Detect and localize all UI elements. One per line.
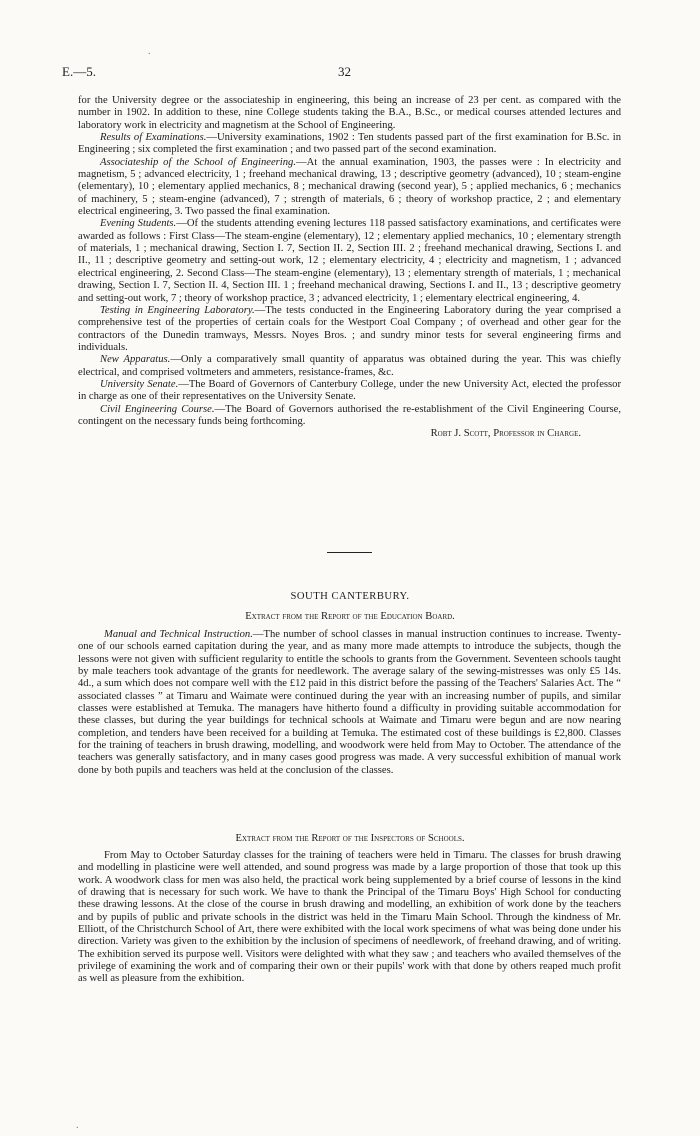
- section-title: SOUTH CANTERBURY.: [290, 591, 410, 602]
- extract-heading-board: Extract from the Report of the Education Board.: [245, 611, 455, 622]
- paragraph-civil: [78, 404, 621, 429]
- text-testing: —The tests conducted in the Engineering Laboratory during the year comprised a comprehensive test of the properties of certain coals for the Westport Coal Company ; of overhead and other gear for the contractors of the Dunedin tramways, Messrs. Noyes Bros. ; and sundry minor tests for several engineering firms and individuals.: [78, 304, 621, 353]
- heading-senate: University Senate.: [100, 378, 179, 390]
- paragraph-results: [78, 132, 621, 157]
- education-board-extract: [78, 629, 621, 777]
- paragraph-inspectors: From May to October Saturday classes for the training of teachers were held in Timaru. The classes for brush drawing and modelling in plasticine were well attended, and sound progress was made by a large proportion of those that took up this work. A woodwork class for men was also held, the practical work being supplemented by a brief course of lessons in the kind of drawing that is necessary for such work. We have to thank the Principal of the Timaru Boys' High School for conducting these drawing lessons. At the close of the course in brush drawing and modelling, an exhibition of work done by the teachers and by pupils of public and private schools in the district was held in the Timaru Main School. Through the kindness of Mr. Elliott, of the Christchurch School of Art, there were exhibited with the local work specimens of what was being done under his direction. Variety was given to the exhibition by the inclusion of specimens of needlework, of freehand drawing, and of writing. The exhibition served its purpose well. Visitors were delighted with what they saw ; and teachers who availed themselves of the privilege of examining the work and of comparing their own or their pupils' work with that done by others reaped much profit as well as pleasure from the exhibition.: [78, 850, 621, 985]
- paragraph-apparatus: [78, 354, 621, 379]
- extract-heading-inspectors: Extract from the Report of the Inspectors of Schools.: [235, 833, 465, 844]
- opening-paragraph: for the University degree or the associateship in engineering, this being an increase of 23 per cent. as compared with the number in 1902. In addition to these, nine College students taking the B.A., B.Sc., or medical courses attended lectures and laboratory work in electricity and magnetism at the School of Engineering.: [78, 95, 621, 131]
- engineering-report-section: [78, 95, 621, 441]
- section-divider: [327, 552, 372, 553]
- heading-results: Results of Examinations.: [100, 132, 207, 144]
- heading-associateship: Associateship of the School of Engineering.: [100, 156, 296, 168]
- text-associateship: —At the annual examination, 1903, the passes were : In electricity and magnetism, 5 ; advanced electricity, 1 ; freehand mechanical drawing, 13 ; descriptive geometry (advanced), 10 ; steam-engine (elementary), 10 ; elementary applied mechanics, 8 ; mechanical drawing (second year), 5 ; applied mechanics, 6 ; mechanics of machinery, 5 ; steam-engine (advanced), 7 ; strength of materials, 6 ; theory of workshop practice, 2 ; and elementary electrical engineering, 3. Two passed the final examination.: [78, 156, 621, 218]
- paragraph-associateship: [78, 157, 621, 219]
- signature: Robt J. Scott, Professor in Charge.: [430, 428, 581, 440]
- paragraph-senate: [78, 379, 621, 404]
- print-mark: .: [148, 46, 151, 57]
- heading-evening: Evening Students.: [100, 218, 177, 230]
- page-header: [62, 64, 630, 82]
- heading-apparatus: New Apparatus.: [100, 354, 171, 366]
- paragraph-testing: [78, 305, 621, 354]
- report-code: E.—5.: [62, 64, 96, 79]
- text-civil: —The Board of Governors authorised the re-establishment of the Civil Engineering Course, contingent on the necessary funds being forthcoming.: [78, 403, 621, 427]
- inspectors-extract: [78, 850, 621, 986]
- text-senate: —The Board of Governors of Canterbury College, under the new University Act, elected the professor in charge as one of their representatives on the University Senate.: [78, 378, 621, 403]
- paragraph-evening: [78, 218, 621, 304]
- print-mark: .: [76, 1120, 79, 1131]
- text-results: —University examinations, 1902 : Ten students passed part of the first examination for B.Sc. in Engineering ; six completed the first examination ; and two passed part of the second examination.: [78, 132, 621, 156]
- paragraph-manual: [78, 629, 621, 777]
- heading-civil: Civil Engineering Course.: [100, 403, 215, 415]
- text-apparatus: —Only a comparatively small quantity of apparatus was obtained during the year. This was chiefly electrical, and comprised voltmeters and ammeters, resistance-frames, &c.: [78, 354, 621, 378]
- page-number: 32: [338, 64, 351, 79]
- text-evening: —Of the students attending evening lectures 118 passed satisfactory examinations, and certificates were awarded as follows : First Class—The steam-engine (elementary), 12 ; elementary applied mechanics, 10 ; elementary strength of materials, 1 ; mechanical drawing, Section I. 7, Section II. 2, Section III. 2 ; freehand mechanical drawing, Sections I. and II., 11 ; descriptive geometry and setting-out work, 12 ; elementary electricity, 4 ; electricity and magnetism, 1 ; advanced electrical engineering, 2. Second Class—The steam-engine (elementary), 13 ; elementary strength of materials, 1 ; mechanical drawing, Section I. 7, Section II. 4, Section III. 1 ; freehand mechanical drawing, Sections I. and II., 13 ; descriptive geometry and setting-out work, 7 ; theory of workshop practice, 3 ; advanced electricity, 1 ; elementary electrical engineering, 4.: [78, 218, 622, 304]
- heading-manual: Manual and Technical Instruction.: [104, 629, 253, 640]
- heading-testing: Testing in Engineering Laboratory.: [100, 304, 255, 316]
- text-manual: —The number of school classes in manual instruction continues to increase. Twenty-one of our schools earned capitation during the year, and as many more made attempts to introduce the subjects, though the lessons were not given with sufficient regularity to entitle the schools to grants from the Government. Seventeen schools taught by male teachers took advantage of the grants for needlework. The average salary of the sewing-mistresses was only £5 14s. 4d., a sum which does not compare well with the £12 paid in this district before the passing of the Teachers' Salaries Act. The “ associated classes ” at Timaru and Waimate were continued during the year with an increasing number of pupils, and similar classes were established at Temuka. The managers have hitherto found a difficulty in providing suitable accommodation for these classes, but during the year buildings for technical schools at Waimate and Timaru were begun and are now nearing completion, and tenders have been received for a building at Temuka. The estimated cost of these buildings is £2,800. Classes for the training of teachers in brush drawing, modelling, and woodwork were held from May to October. The attendance of the teachers was generally satisfactory, and in many cases good progress was made. A very successful exhibition of manual work done by both pupils and teachers was held at the conclusion of the classes.: [78, 629, 622, 776]
